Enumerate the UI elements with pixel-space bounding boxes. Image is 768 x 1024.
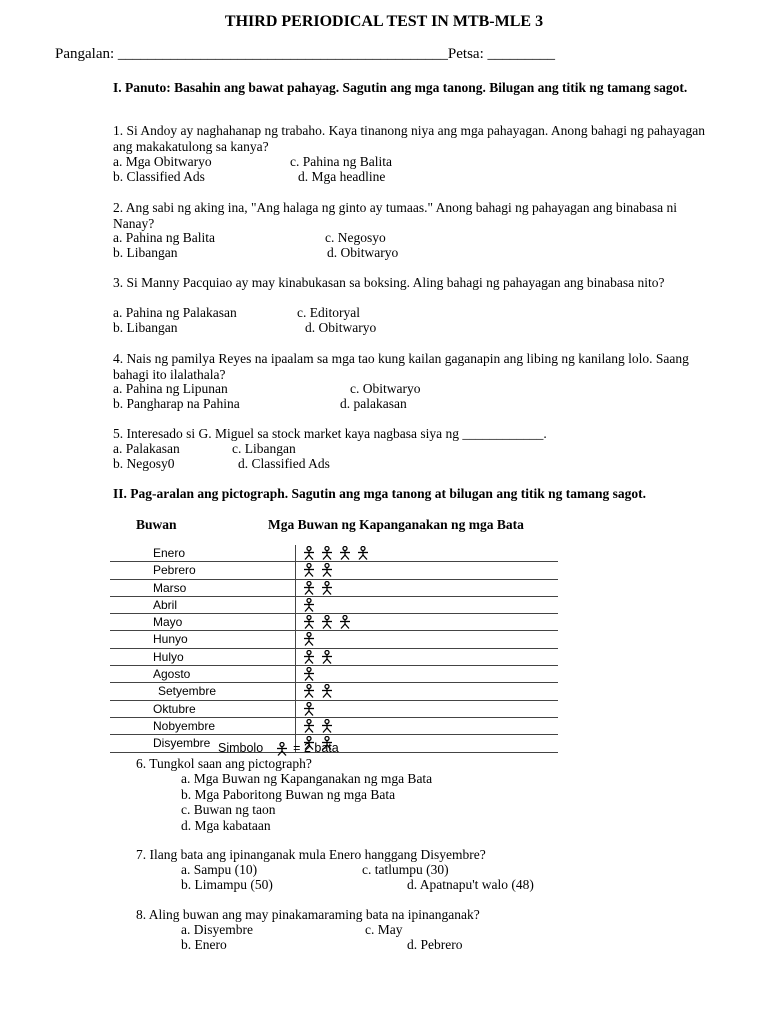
stick-figure-icon [302,546,316,560]
q3-option-b: b. Libangan [113,320,178,335]
stick-figure-icon [302,650,316,664]
pictograph-icons [302,719,334,734]
stick-figure-icon [302,615,316,629]
question-8: 8. Aling buwan ang may pinakamaraming bata na ipinanganak? [136,907,480,922]
stick-figure-icon [302,702,316,716]
stick-figure-icon [320,615,334,629]
stick-figure-icon [320,719,334,733]
part1-instructions: I. Panuto: Basahin ang bawat pahayag. Sagutin ang mga tanong. Bilugan ang titik ng tamang sagot. [113,80,688,95]
part2-instructions: II. Pag-aralan ang pictograph. Sagutin ang mga tanong at bilugan ang titik ng tamang sagot. [113,486,646,501]
q5-option-c: c. Libangan [232,441,296,456]
question-2: 2. Ang sabi ng aking ina, "Ang halaga ng ginto ay tumaas." Anong bahagi ng pahayagan ang binabasa ni Nanay? [113,200,678,231]
pictograph-icons [302,650,334,665]
stick-figure-icon [320,650,334,664]
stick-figure-icon [302,563,316,577]
question-6: 6. Tungkol saan ang pictograph? [136,756,312,771]
pictograph-icons [302,632,316,647]
legend-value: = 2 bata [293,741,339,755]
q6-option-c: c. Buwan ng taon [181,802,276,817]
q8-option-d: d. Pebrero [407,937,463,952]
pictograph-row [110,649,558,666]
q8-option-c: c. May [365,922,403,937]
pictograph-row [110,545,558,562]
q1-option-a: a. Mga Obitwaryo [113,154,212,169]
stick-figure-icon [302,581,316,595]
stick-figure-icon [275,742,289,756]
month-label: Setyembre [158,684,217,699]
q3-option-a: a. Pahina ng Palakasan [113,305,237,320]
q7-option-c: c. tatlumpu (30) [362,862,449,877]
pictograph-icons [302,581,334,596]
q3-option-c: c. Editoryal [297,305,360,320]
pictograph-icons [302,546,370,561]
month-label: Oktubre [153,701,196,716]
name-date-line: Pangalan: ____________________________________________Petsa: _________ [55,46,555,62]
legend-label: Simbolo [218,741,264,755]
pictograph-row [110,597,558,614]
month-label: Agosto [153,667,191,682]
q4-option-c: c. Obitwaryo [350,381,421,396]
month-label: Abril [153,597,178,612]
q3-option-d: d. Obitwaryo [305,320,377,335]
stick-figure-icon [302,684,316,698]
pictograph-icons [302,702,316,717]
pictograph-column-label: Buwan [136,517,177,532]
question-4: 4. Nais ng pamilya Reyes na ipaalam sa mga tao kung kailan gaganapin ang libing ng kanilang lolo. Saang bahagi ito ilalathala? [113,351,689,382]
month-label: Nobyembre [153,718,216,733]
pictograph-legend [218,741,339,757]
pictograph-icons [302,598,316,613]
stick-figure-icon [338,615,352,629]
q8-option-b: b. Enero [181,937,227,952]
pictograph-row [110,631,558,648]
q2-option-d: d. Obitwaryo [327,245,399,260]
pictograph-row [110,562,558,579]
q7-option-a: a. Sampu (10) [181,862,258,877]
pictograph-row [110,701,558,718]
q7-option-b: b. Limampu (50) [181,877,273,892]
pictograph-row [110,718,558,735]
q4-option-a: a. Pahina ng Lipunan [113,381,228,396]
stick-figure-icon [302,719,316,733]
stick-figure-icon [320,581,334,595]
month-label: Enero [153,546,186,560]
stick-figure-icon [320,546,334,560]
pictograph-row [110,666,558,683]
q6-option-b: b. Mga Paboritong Buwan ng mga Bata [181,787,396,802]
pictograph-icons [302,667,316,682]
stick-figure-icon [302,598,316,612]
pictograph-icons [302,684,334,699]
q1-option-c: c. Pahina ng Balita [290,154,392,169]
question-5: 5. Interesado si G. Miguel sa stock market kaya nagbasa siya ng ____________. [113,426,547,441]
month-label: Hulyo [153,649,184,664]
q4-option-d: d. palakasan [340,396,407,411]
q7-option-d: d. Apatnapu't walo (48) [407,877,534,892]
stick-figure-icon [356,546,370,560]
pictograph-row [110,580,558,597]
pictograph-title: Mga Buwan ng Kapanganakan ng mga Bata [268,517,524,532]
q2-option-c: c. Negosyo [325,230,386,245]
question-7: 7. Ilang bata ang ipinanganak mula Enero hanggang Disyembre? [136,847,486,862]
q4-option-b: b. Pangharap na Pahina [113,396,240,411]
stick-figure-icon [320,684,334,698]
q1-option-d: d. Mga headline [298,169,386,184]
stick-figure-icon [302,667,316,681]
stick-figure-icon [338,546,352,560]
q2-option-a: a. Pahina ng Balita [113,230,215,245]
month-label: Pebrero [153,563,196,578]
q5-option-a: a. Palakasan [113,441,180,456]
q2-option-b: b. Libangan [113,245,178,260]
pictograph-row [110,614,558,631]
pictograph-icons [302,615,352,630]
question-1: 1. Si Andoy ay naghahanap ng trabaho. Kaya tinanong niya ang mga pahayagan. Anong bahagi ng pahayagan ang makakatulong sa kanya? [113,123,705,154]
q6-option-d: d. Mga kabataan [181,818,271,833]
stick-figure-icon [302,632,316,646]
q8-option-a: a. Disyembre [181,922,253,937]
q5-option-d: d. Classified Ads [238,456,330,471]
month-label: Hunyo [153,632,188,647]
q1-option-b: b. Classified Ads [113,169,205,184]
q6-option-a: a. Mga Buwan ng Kapanganakan ng mga Bata [181,771,433,786]
month-label: Mayo [153,615,183,630]
month-label: Disyembre [153,736,211,751]
page-title: THIRD PERIODICAL TEST IN MTB-MLE 3 [224,13,544,30]
q5-option-b: b. Negosy0 [113,456,175,471]
pictograph-table [110,545,558,753]
pictograph-icons [302,563,334,578]
pictograph-row [110,683,558,700]
month-label: Marso [153,580,187,595]
question-3: 3. Si Manny Pacquiao ay may kinabukasan sa boksing. Aling bahagi ng pahayagan ang binabasa nito? [113,275,665,290]
stick-figure-icon [320,563,334,577]
